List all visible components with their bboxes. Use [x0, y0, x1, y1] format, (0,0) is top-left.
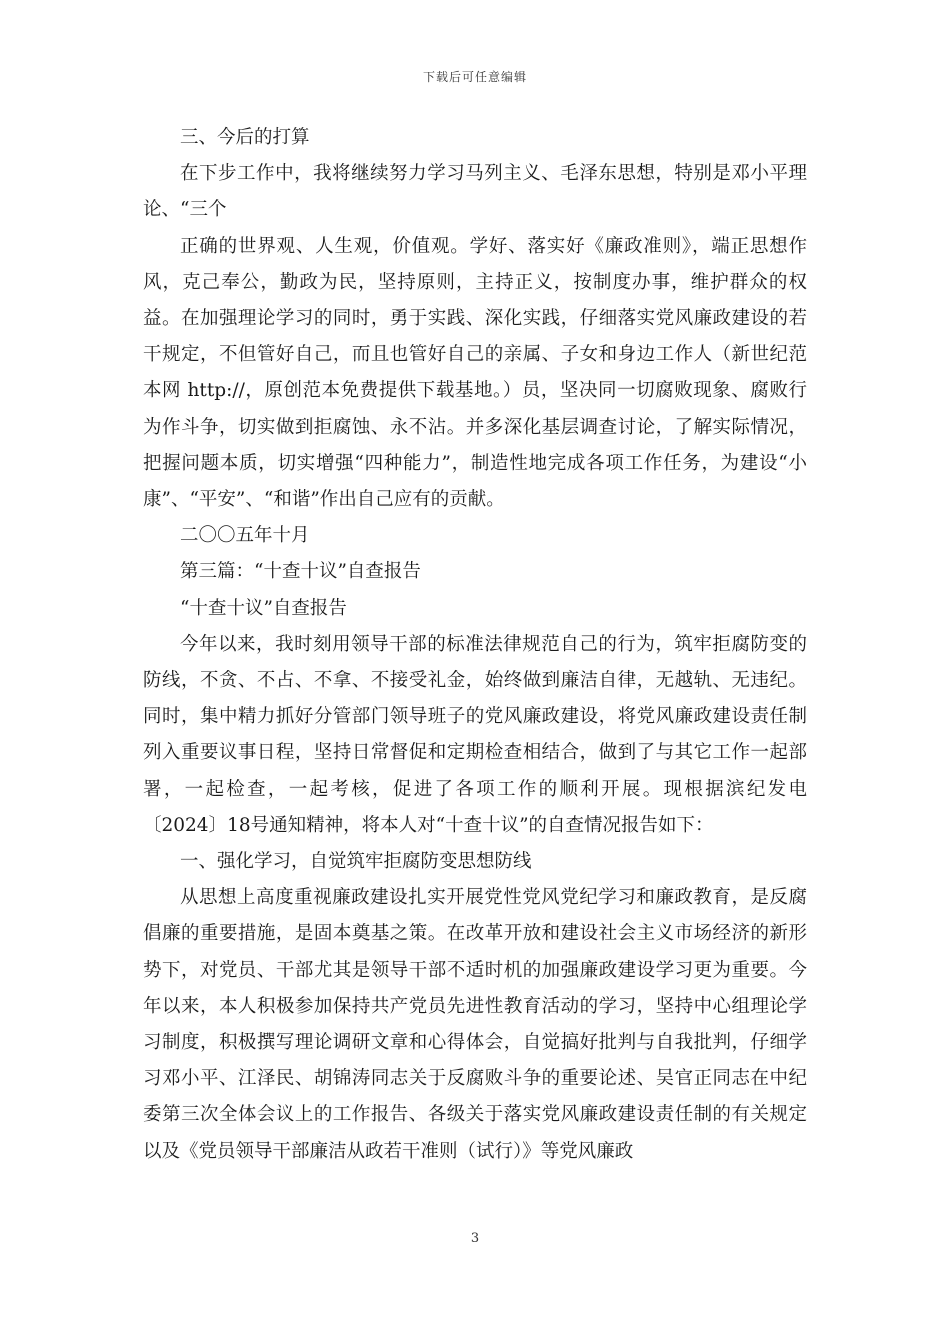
chapter-title: 第三篇：“十查十议”自查报告 [180, 561, 421, 583]
page-number: 3 [470, 1231, 480, 1246]
header-note: 下载后可任意编辑 [422, 70, 527, 84]
paragraph-study: 从思想上高度重视廉政建设扎实开展党性党风党纪学习和廉政教育，是反腐倡廉的重要措施，是固本奠基之策。在改革开放和建设社会主义市场经济的新形势下，对党员、干部尤其是领导干部不适时机的加强廉政建设学习更为重要。今年以来，本人积极参加保持共产党员先进性教育活动的学习，坚持中心组理论学习制度，积极撰写理论调研文章和心得体会，自觉搞好批判与自我批判，仔细学习邓小平、江泽民、胡锦涛同志关于反腐败斗争的重要论述、吴官正同志在中纪委第三次全体会议上的工作报告、各级关于落实党风廉政建设责任制的有关规定以及《党员领导干部廉洁从政若干准则（试行）》等党风廉政 [143, 887, 807, 1162]
paragraph-next-steps: 在下步工作中，我将继续努力学习马列主义、毛泽东思想，特别是邓小平理论、“三个 [143, 163, 807, 221]
document-body [143, 120, 807, 1170]
report-title: “十查十议”自查报告 [180, 597, 347, 619]
paragraph-introduction: 今年以来，我时刻用领导干部的标准法律规范自己的行为，筑牢拒腐防变的防线，不贪、不占、不拿、不接受礼金，始终做到廉洁自律，无越轨、无违纪。同时，集中精力抓好分管部门领导班子的党风廉政建设，将党风廉政建设责任制列入重要议事日程，坚持日常督促和定期检查相结合，做到了与其它工作一起部署，一起检查，一起考核，促进了各项工作的顺利开展。现根据滨纪发电〔2024〕18号通知精神，将本人对“十查十议”的自查情况报告如下： [143, 633, 807, 836]
paragraph-worldview: 正确的世界观、人生观，价值观。学好、落实好《廉政准则》，端正思想作风，克己奉公，勤政为民，坚持原则，主持正义，按制度办事，维护群众的权益。在加强理论学习的同时，勇于实践、深化实践，仔细落实党风廉政建设的若干规定，不但管好自己，而且也管好自己的亲属、子女和身边工作人（新世纪范本网 http://，原创范本免费提供下载基地。）员，坚决同一切腐败现象、腐败行为作斗争，切实做到拒腐蚀、永不沾。并多深化基层调查讨论，了解实际情况，把握问题本质，切实增强“四种能力”，制造性地完成各项工作任务，为建设“小康”、“平安”、“和谐”作出自己应有的贡献。 [143, 235, 807, 511]
section-heading-plans: 三、今后的打算 [180, 127, 310, 148]
section-heading-study: 一、强化学习，自觉筑牢拒腐防变思想防线 [180, 851, 532, 873]
date-line: 二〇〇五年十月 [180, 525, 310, 547]
